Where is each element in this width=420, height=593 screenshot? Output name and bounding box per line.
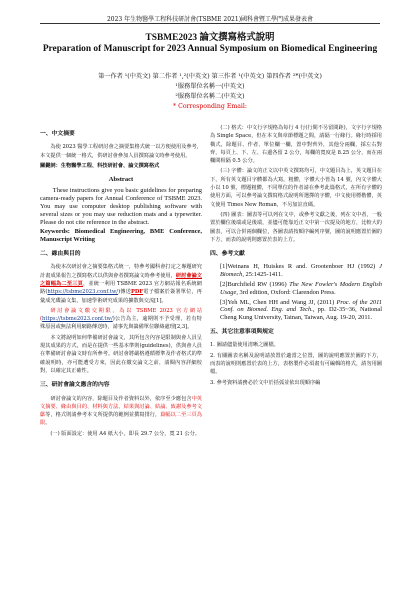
reference-item: [3]Yeh ML, Chen HH and Wang JJ, (2011) Proc. of the 2011 Conf. on Biomed. Eng. and Tech., pp. D2-35~36, National Cheng Kung University, Tainan, Taiwan, Aug. 19-20, 2011. xyxy=(220,298,382,322)
section-heading: 五、其它注意事項與規定 xyxy=(210,329,274,336)
paragraph: (三) 字體：論文的正文以中英文撰寫均可，中文題目為上，英文題目在下，所有英文題目字體都為大寫，粗體，字體大小皆為 14 號，內文字體大小以 10 號，標題粗體，不同單位的作者請在參考此篇格式，在所有字體的使用方面，可以參考論文撰寫格式說明所選擇的字體，中文使用標楷體，英文使用 Times New Roman，不另加註直碼。 xyxy=(210,168,382,208)
paragraph: 研討會論文的內容，除題目及作者資料以外，依序至少應包含中英文摘要、緣由與目的、材料與方法、結果與討論、結論、致謝及參考文獻等，格式則請參考本文所提供的範例並撰寫排行，篇幅以二至三頁為限。 xyxy=(40,395,202,427)
paragraph: 本文將說明如何準備研討會論文，其所包含內容是限制與會人員呈現其成果的方式，而是在提供一些基本準則(guidelines)，供與會人員在準備研討會論文時有所參考。研討會將嚴格遵循標準及作者格式的準確說明時，亦可能遭受方來，因此在繳交論文之前，請閱內容詳細校對，以確定其正確性。 xyxy=(40,334,202,374)
title-zh: TSBME2023 論文撰寫格式說明 xyxy=(145,33,275,43)
abstract-en: These instructions give you basic guidelines for preparing camera-ready papers for Annual Conference of TSBME 2023. You may use computer desktop publishing software with several sizes or you may use reduction mats and a typewriter. Please do not cite reference in the abstract. xyxy=(40,187,202,226)
title-en: Preparation of Manuscript for 2023 Annual Symposium on Biomedical Engineering xyxy=(42,43,378,54)
keywords-zh: 關鍵詞：生物醫學工程、科技研討會、論文撰寫格式 xyxy=(40,162,160,169)
paragraph: 為使 2023 醫學工程研討會之摘要集格式統一以方便使用及參考，本文提供一個統一格式，供研討會參加人員撰寫論文時參考使用。 xyxy=(40,144,202,159)
reference-list xyxy=(210,263,382,322)
site-link[interactable]: https://tsbme2023.conf.tw/ xyxy=(42,316,113,323)
paragraph: 研討會論文繳交期限，為以 TSBME 2023 官方網站(https://tsbme2023.conf.tw/)公告為主，逾期則不予受理，若有特殊原因或無法利用網路傳送時，請事先與籌備單位聯絡處理[2,3]。 xyxy=(40,307,202,331)
section-heading: 三、研討會論文應含的內容 xyxy=(40,382,110,389)
paragraph: (二) 格式：中文行字規格為每行 4 行(行間不另留間距)，文字行字規格為 Single Space，但在本文與章節標題之間，請隔一行緣行。緣行時採用橫式，除題目、作者、單位欄一欄，置中對齊外，其他分兩欄，採左右對齊，每頁上、下、左、右邊各留 2 公分，每欄的寬度是 8.25 公分，而在兩欄間相隔 0.5 公分。 xyxy=(210,125,382,165)
corresponding-email: * Corresponding Email: xyxy=(173,103,247,110)
left-column xyxy=(40,124,202,440)
reference-item: [1]Weinans H, Huiskes R and. Grootenboer HJ (1992) J Biomech, 25:1425-1411. xyxy=(220,263,382,279)
paper-title xyxy=(40,33,380,54)
abstract-heading: Abstract xyxy=(108,176,134,184)
right-column xyxy=(210,124,382,389)
section-heading: 二、緣由與目的 xyxy=(40,251,81,258)
affiliation-2: ²服務單位名稱二(中英文) xyxy=(175,93,245,100)
note-item: 2. 有關圖表名稱及說明請放置於適當之位置，圖的說明應置於圖的下方，而表的說明則應置於表的上方，表格製作必須畫有可編輯的格式，請勿用圖檔。 xyxy=(210,352,382,376)
paragraph: (四) 圖表：圖表等可以列在文中，或參考文獻之後，列在文中者，一般置於欄位後端或是後端，並儘可能靠近正文中第一次提及的地方，比較大的圖表，可以合併兩個欄位，各圖表請按順序編列序號，圖的說明應置於圖的下方，而表的說明則應置於表的上方。 xyxy=(210,211,382,243)
paragraph: (一) 版面設定：使用 A4 紙大小，即長 29.7 公分，寬 21 公分。 xyxy=(50,430,201,437)
running-header: 2023 年生物醫學工程科技研討會(TSBME 2021)國科會暨工學門成果發表會 xyxy=(106,16,314,23)
keywords-en: Keywords: Biomedical Engineering, BME Conference, Manuscript Writing xyxy=(40,228,202,244)
paragraph: 為使本次研討會之摘要集格式統一，特參考國科會打定之專題研究計畫成果報告之撰寫格式以供與會者撰寫論文時參考使用，研討會論文之篇幅為二至三頁，並統一利用 TSBME 2023 官方網站報名系統網路(https://tsbme2023.conf.tw/)傳送PDF電子檔案於簽署單位，再彙成光碟論文集，加速學術研究成果的擴散與交流[1]。 xyxy=(40,264,202,304)
section-heading: 四、參考文獻 xyxy=(210,251,245,258)
site-link[interactable]: https://tsbme2023.conf.tw/ xyxy=(47,289,119,296)
affiliation-1: ¹服務單位名稱一(中英文) xyxy=(175,83,245,90)
header-rule xyxy=(40,23,380,24)
authors-line: 第一作者 ¹(中英文) 第二作者 ¹,²(中英文) 第三作者 ¹(中英文) 第四作者 ²*(中英文) xyxy=(98,73,322,80)
note-item: 1. 圖請儘量使用清晰之圖檔。 xyxy=(210,342,279,349)
reference-item: [2]Burchfield RW (1996) The New Fowler's Modern English Usage, 3rd edition, Oxford: Clarendon Press. xyxy=(220,281,382,296)
section-heading: 一、中文摘要 xyxy=(40,131,75,137)
author-block xyxy=(40,72,380,112)
note-item: 3. 參考資料請務必於文中於括弧並依出現順序編 xyxy=(210,379,321,386)
